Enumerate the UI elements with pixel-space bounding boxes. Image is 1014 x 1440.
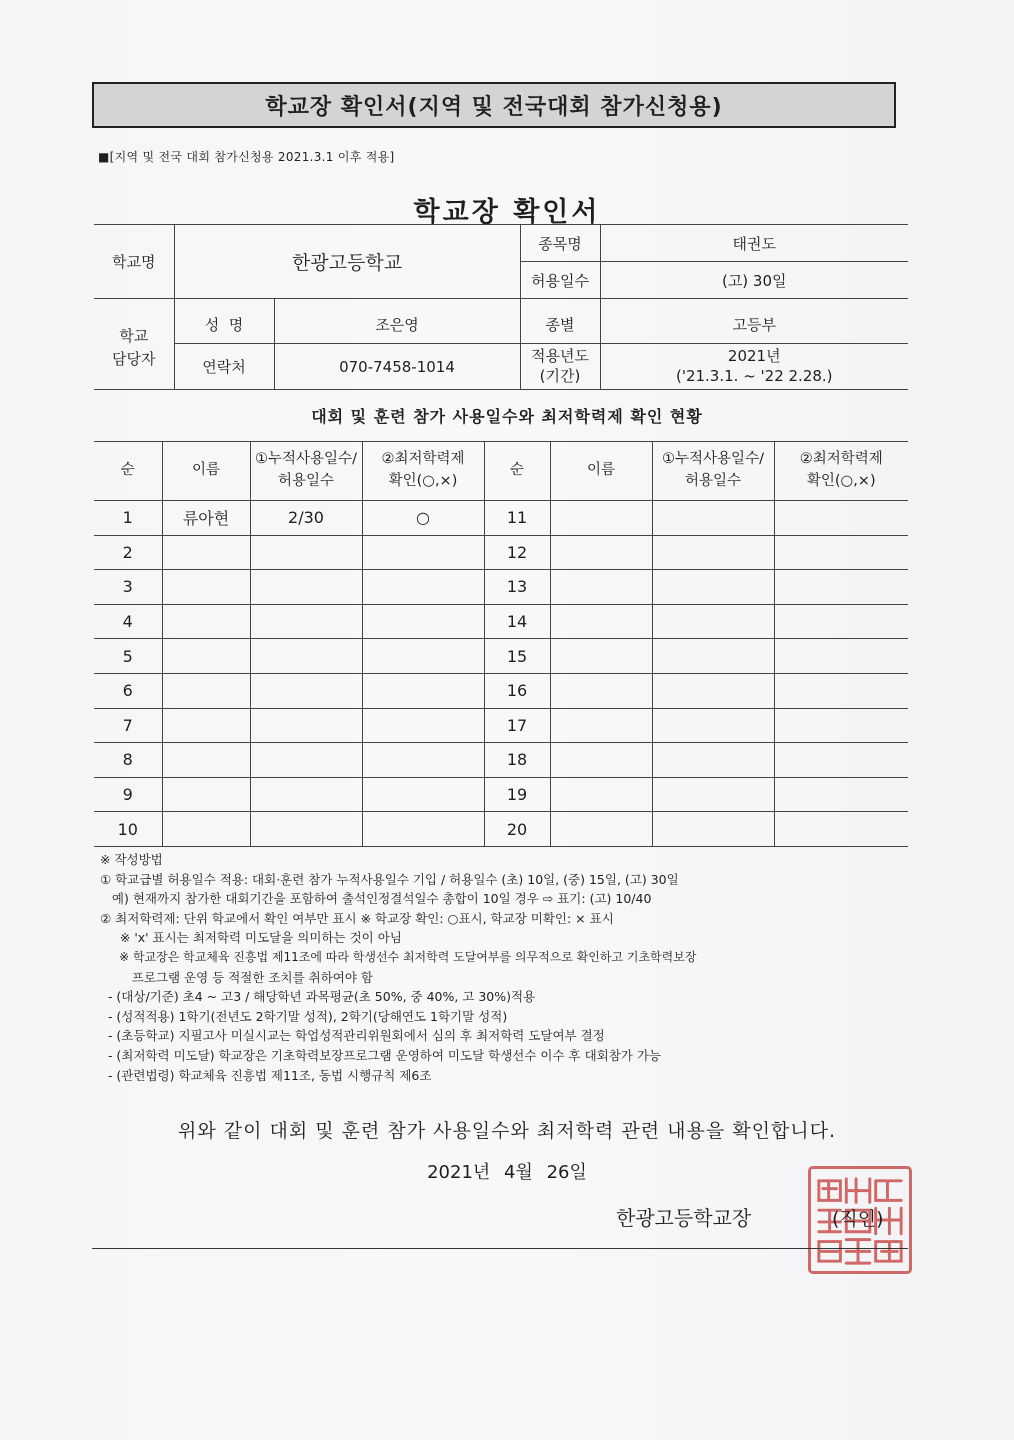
row-number: 10 bbox=[94, 812, 162, 847]
divider bbox=[92, 1248, 908, 1249]
seal-label: (직인) bbox=[832, 1208, 884, 1230]
table-row bbox=[94, 501, 908, 536]
min-grade-check bbox=[774, 535, 908, 570]
row-number: 2 bbox=[94, 535, 162, 570]
row-number: 8 bbox=[94, 743, 162, 778]
table-row bbox=[94, 777, 908, 812]
student-name bbox=[550, 501, 652, 536]
instruction-line: - (최저학력 미도달) 학교장은 기초학력보장프로그램 운영하여 미도달 학생선수 이수 후 대회참가 가능 bbox=[100, 1047, 661, 1063]
manager-label bbox=[94, 307, 174, 390]
header-check-line2: 확인(○,×) bbox=[388, 473, 458, 489]
principal-signature: 한광고등학교장 bbox=[616, 1206, 752, 1230]
row-number: 5 bbox=[94, 639, 162, 674]
row-number: 9 bbox=[94, 777, 162, 812]
spacer-cell bbox=[520, 299, 600, 307]
student-name bbox=[162, 570, 250, 605]
min-grade-check bbox=[362, 743, 484, 778]
min-grade-check bbox=[774, 673, 908, 708]
table-row bbox=[94, 708, 908, 743]
min-grade-check bbox=[774, 501, 908, 536]
header-check-line1: ②최저학력제 bbox=[799, 451, 883, 468]
header-check-line1: ②최저학력제 bbox=[381, 451, 465, 468]
used-days bbox=[250, 535, 362, 570]
student-name bbox=[550, 708, 652, 743]
min-grade-check bbox=[362, 673, 484, 708]
instruction-line: - (관련법령) 학교체육 진흥법 제11조, 동법 시행규칙 제6조 bbox=[100, 1067, 432, 1083]
header-days-line2: 허용일수 bbox=[277, 473, 335, 489]
manager-label-line2: 담당자 bbox=[112, 349, 156, 368]
instruction-line: ※ 'x' 표시는 최저학력 미도달을 의미하는 것이 아님 bbox=[100, 930, 402, 946]
used-days bbox=[652, 501, 774, 536]
student-name bbox=[550, 673, 652, 708]
school-name-label: 학교명 bbox=[94, 225, 174, 299]
row-number: 20 bbox=[484, 812, 550, 847]
contact-value: 070-7458-1014 bbox=[274, 344, 520, 390]
year-value-line2: ('21.3.1. ~ '22 2.28.) bbox=[675, 366, 833, 385]
header-days-line2: 허용일수 bbox=[684, 473, 742, 489]
used-days bbox=[652, 743, 774, 778]
row-number: 3 bbox=[94, 570, 162, 605]
school-info-table bbox=[94, 224, 908, 390]
min-grade-check bbox=[362, 535, 484, 570]
used-days bbox=[250, 673, 362, 708]
name-value: 조은영 bbox=[274, 307, 520, 344]
used-days bbox=[652, 673, 774, 708]
used-days bbox=[250, 743, 362, 778]
used-days bbox=[250, 777, 362, 812]
table-row bbox=[94, 604, 908, 639]
min-grade-check bbox=[774, 639, 908, 674]
used-days bbox=[652, 812, 774, 847]
row-number: 16 bbox=[484, 673, 550, 708]
row-number: 1 bbox=[94, 501, 162, 536]
spacer-cell bbox=[274, 299, 520, 307]
row-number: 14 bbox=[484, 604, 550, 639]
min-grade-check bbox=[362, 604, 484, 639]
year-label-line1: 적용년도 bbox=[531, 347, 589, 365]
year-label-line2: (기간) bbox=[539, 366, 581, 385]
school-name-value: 한광고등학교 bbox=[174, 225, 520, 299]
applicability-note: ■[지역 및 전국 대회 참가신청용 2021.3.1 이후 적용] bbox=[98, 150, 395, 164]
instruction-line: ※ 작성방법 bbox=[100, 852, 163, 867]
header-check-line2: 확인(○,×) bbox=[806, 473, 876, 489]
student-name bbox=[162, 639, 250, 674]
student-name bbox=[550, 743, 652, 778]
used-days bbox=[652, 570, 774, 605]
used-days bbox=[652, 777, 774, 812]
min-grade-check bbox=[774, 570, 908, 605]
name-label: 성 명 bbox=[174, 307, 274, 344]
row-number: 19 bbox=[484, 777, 550, 812]
table-row bbox=[94, 673, 908, 708]
table-row bbox=[94, 639, 908, 674]
instruction-line: - (초등학교) 지필고사 미실시교는 학업성적관리위원회에서 심의 후 최저학력 도달여부 결정 bbox=[100, 1028, 605, 1044]
student-name bbox=[162, 604, 250, 639]
contact-label: 연락처 bbox=[174, 344, 274, 390]
used-days bbox=[250, 604, 362, 639]
student-name bbox=[550, 812, 652, 847]
roster-table bbox=[94, 441, 908, 847]
row-number: 15 bbox=[484, 639, 550, 674]
instruction-line: 프로그램 운영 등 적절한 조치를 취하여야 함 bbox=[100, 969, 373, 985]
student-name bbox=[162, 743, 250, 778]
instruction-line: - (성적적용) 1학기(전년도 2학기말 성적), 2학기(당해연도 1학기말 성적) bbox=[100, 1008, 508, 1024]
allowed-days-value: (고) 30일 bbox=[600, 262, 908, 299]
student-name bbox=[550, 777, 652, 812]
header-days bbox=[250, 442, 362, 501]
sport-label: 종목명 bbox=[520, 225, 600, 262]
header-no: 순 bbox=[484, 442, 550, 501]
allowed-days-label: 허용일수 bbox=[520, 262, 600, 299]
student-name bbox=[162, 812, 250, 847]
division-value: 고등부 bbox=[600, 307, 908, 344]
instruction-line: ※ 학교장은 학교체육 진흥법 제11조에 따라 학생선수 최저학력 도달여부를 의무적으로 확인하고 기초학력보장 bbox=[100, 949, 697, 964]
min-grade-check bbox=[774, 743, 908, 778]
section-title: 대회 및 훈련 참가 사용일수와 최저학력제 확인 현황 bbox=[311, 407, 703, 426]
instruction-line: ② 최저학력제: 단위 학교에서 확인 여부만 표시 ※ 학교장 확인: ○표시, 학교장 미확인: × 표시 bbox=[100, 910, 614, 926]
division-label: 종별 bbox=[520, 307, 600, 344]
issue-date: 2021년 4월 26일 bbox=[427, 1162, 587, 1183]
used-days: 2/30 bbox=[250, 501, 362, 536]
student-name bbox=[550, 535, 652, 570]
min-grade-check bbox=[362, 777, 484, 812]
banner-title: 학교장 확인서(지역 및 전국대회 참가신청용) bbox=[92, 82, 896, 128]
student-name bbox=[162, 777, 250, 812]
used-days bbox=[652, 708, 774, 743]
row-number: 13 bbox=[484, 570, 550, 605]
instruction-line: - (대상/기준) 초4 ~ 고3 / 해당학년 과목평균(초 50%, 중 40%, 고 30%)적용 bbox=[100, 989, 536, 1005]
year-value bbox=[600, 344, 908, 390]
year-value-line1: 2021년 bbox=[727, 347, 781, 365]
header-check bbox=[774, 442, 908, 501]
instructions bbox=[100, 850, 900, 1085]
used-days bbox=[652, 535, 774, 570]
header-days-line1: ①누적사용일수/ bbox=[255, 451, 357, 468]
instruction-line: 예) 현재까지 참가한 대회기간을 포함하여 출석인정결석일수 총합이 10일 경우 ⇨ 표기: (고) 10/40 bbox=[100, 891, 652, 907]
spacer-cell bbox=[94, 299, 174, 307]
document-title: 학교장 확인서 bbox=[413, 197, 601, 228]
spacer-cell bbox=[600, 299, 908, 307]
student-name bbox=[162, 535, 250, 570]
student-name bbox=[162, 673, 250, 708]
table-row bbox=[94, 570, 908, 605]
row-number: 18 bbox=[484, 743, 550, 778]
row-number: 12 bbox=[484, 535, 550, 570]
spacer-cell bbox=[174, 299, 274, 307]
confirmation-statement: 위와 같이 대회 및 훈련 참가 사용일수와 최저학력 관련 내용을 확인합니다. bbox=[177, 1120, 837, 1142]
row-number: 6 bbox=[94, 673, 162, 708]
table-row bbox=[94, 535, 908, 570]
row-number: 4 bbox=[94, 604, 162, 639]
header-days bbox=[652, 442, 774, 501]
min-grade-check bbox=[774, 777, 908, 812]
header-name: 이름 bbox=[162, 442, 250, 501]
min-grade-check bbox=[362, 570, 484, 605]
student-name bbox=[162, 708, 250, 743]
table-row bbox=[94, 743, 908, 778]
student-name bbox=[550, 604, 652, 639]
min-grade-check bbox=[362, 812, 484, 847]
used-days bbox=[250, 812, 362, 847]
min-grade-check: ○ bbox=[362, 501, 484, 536]
header-no: 순 bbox=[94, 442, 162, 501]
used-days bbox=[250, 708, 362, 743]
row-number: 7 bbox=[94, 708, 162, 743]
roster-header-row bbox=[94, 442, 908, 501]
student-name bbox=[550, 570, 652, 605]
row-number: 17 bbox=[484, 708, 550, 743]
min-grade-check bbox=[774, 604, 908, 639]
min-grade-check bbox=[774, 812, 908, 847]
used-days bbox=[250, 570, 362, 605]
row-number: 11 bbox=[484, 501, 550, 536]
min-grade-check bbox=[774, 708, 908, 743]
manager-label-line1: 학교 bbox=[119, 327, 149, 346]
table-row bbox=[94, 812, 908, 847]
used-days bbox=[652, 604, 774, 639]
min-grade-check bbox=[362, 708, 484, 743]
student-name: 류아현 bbox=[162, 501, 250, 536]
header-days-line1: ①누적사용일수/ bbox=[662, 451, 764, 468]
sport-value: 태권도 bbox=[600, 225, 908, 262]
min-grade-check bbox=[362, 639, 484, 674]
header-check bbox=[362, 442, 484, 501]
used-days bbox=[250, 639, 362, 674]
instruction-line: ① 학교급별 허용일수 적용: 대회·훈련 참가 누적사용일수 기입 / 허용일수 (초) 10일, (중) 15일, (고) 30일 bbox=[100, 871, 679, 887]
used-days bbox=[652, 639, 774, 674]
student-name bbox=[550, 639, 652, 674]
year-label bbox=[520, 344, 600, 390]
header-name: 이름 bbox=[550, 442, 652, 501]
